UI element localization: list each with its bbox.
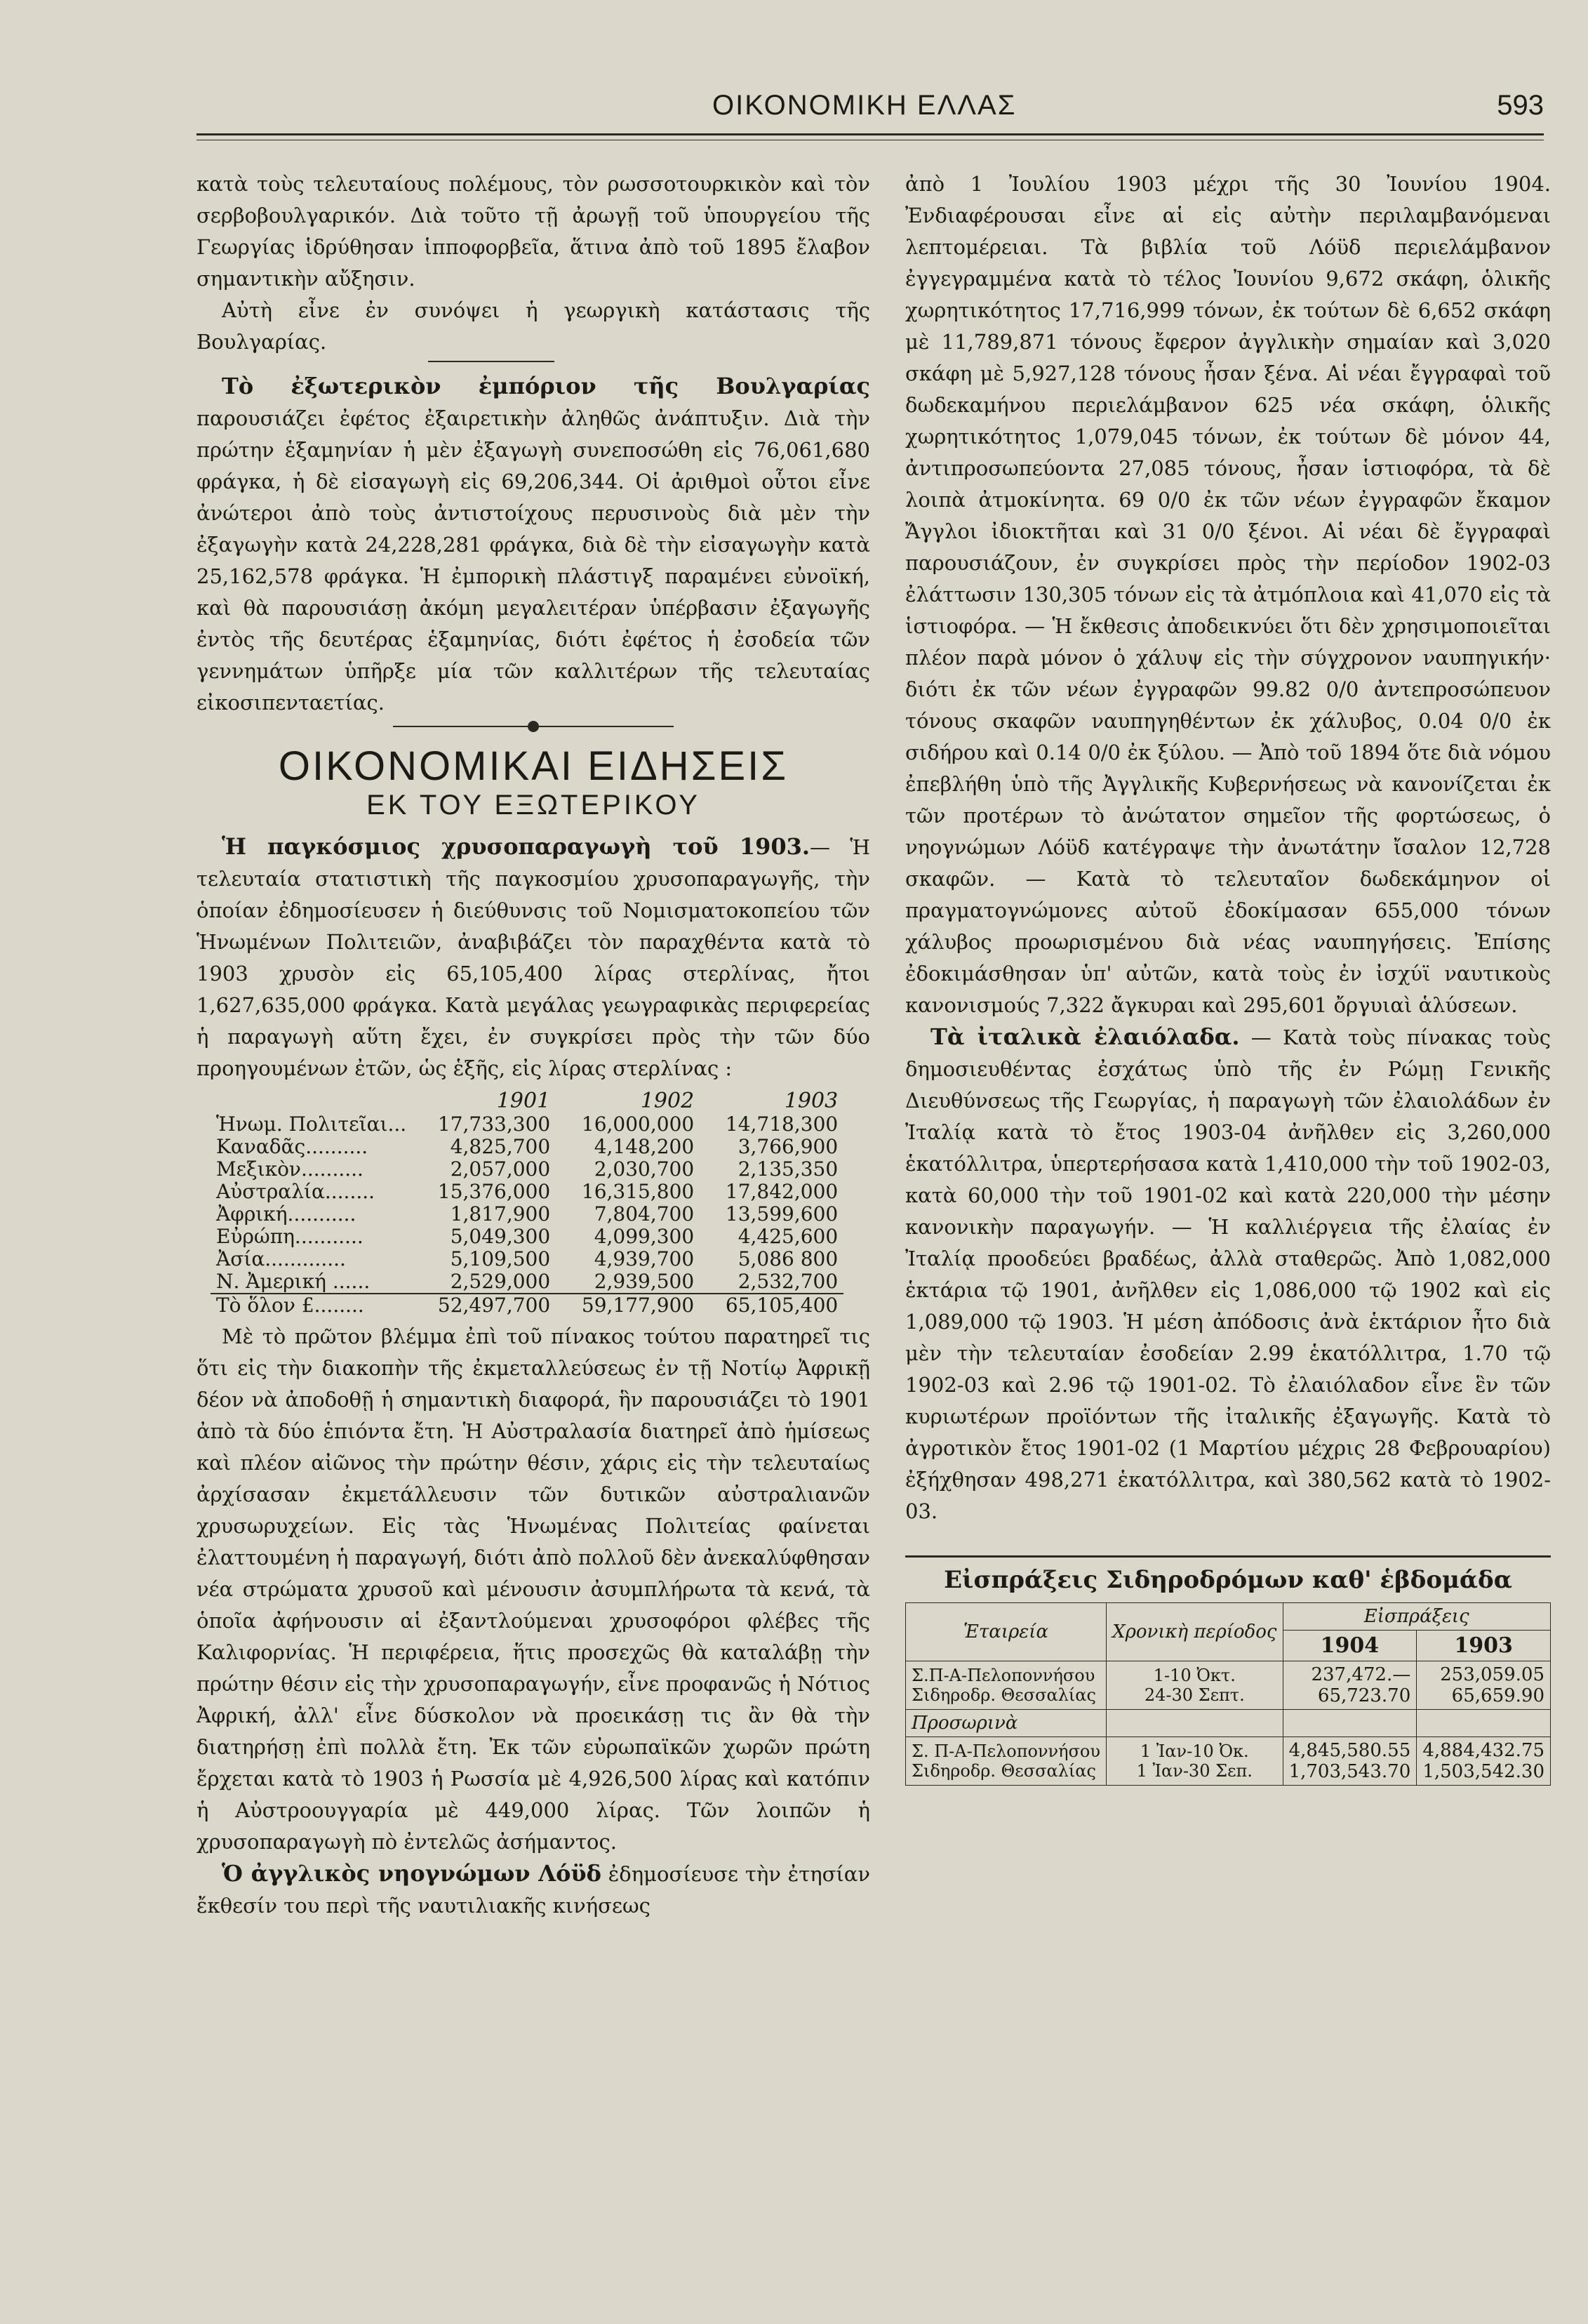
cell: 5,086 800 xyxy=(738,1247,839,1270)
cell: 4,939,700 xyxy=(594,1247,695,1270)
cell: 2,135,350 xyxy=(738,1157,839,1181)
cell: 4,825,700 xyxy=(450,1135,551,1158)
paragraph xyxy=(905,1021,1551,1527)
paragraph xyxy=(196,371,870,719)
cell: 3,766,900 xyxy=(738,1135,839,1158)
row-label: Ν. Ἀμερική ...... xyxy=(216,1270,371,1293)
table-row xyxy=(906,1737,1551,1786)
table-row xyxy=(211,1158,843,1181)
headline-lead: Τὰ ἰταλικὰ ἐλαιόλαδα. xyxy=(930,1023,1240,1050)
cell: 2,529,000 xyxy=(450,1270,551,1293)
table-row xyxy=(211,1113,843,1136)
cell-period: 1 Ἰαν-10 Ὀκ. 1 Ἰαν-30 Σεπ. xyxy=(1107,1737,1283,1786)
table-row xyxy=(211,1203,843,1226)
headline-lead: Τὸ ἐξωτερικὸν ἐμπόριον τῆς Βουλγαρίας xyxy=(222,373,870,399)
row-label: Μεξικὸν.......... xyxy=(216,1157,363,1181)
cell: 5,049,300 xyxy=(450,1225,551,1248)
row-label: Εὐρώπη........... xyxy=(216,1225,363,1248)
cell-company: Σ. Π-Α-Πελοποννήσου Σιδηροδρ. Θεσσαλίας xyxy=(906,1737,1107,1786)
row-label: Αὐστραλία........ xyxy=(216,1180,375,1203)
table-header-row xyxy=(211,1089,843,1113)
cell: 59,177,900 xyxy=(556,1294,700,1317)
railway-revenue-title: Εἰσπράξεις Σιδηροδρόμων καθ' ἑβδομάδα xyxy=(905,1555,1551,1594)
headline-lead: Ἡ παγκόσμιος χρυσοπαραγωγὴ τοῦ 1903. xyxy=(222,833,810,860)
paragraph: Μὲ τὸ πρῶτον βλέμμα ἐπὶ τοῦ πίνακος τούτου παρατηρεῖ τις ὅτι εἰς τὴν διακοπὴν τῆς ἐκμεταλλεύσεως ἐν τῇ Νοτίῳ Ἀφρικῇ δέον νὰ ἀποδοθῇ ἡ σημαντικὴ διαφορά, ἣν παρουσιάζει τὸ 1901 ἀπὸ τὰ δύο ἑπιόντα ἔτη. Ἡ Αὐστραλασία διατηρεῖ ἀπὸ ἡμίσεως καὶ πλέον αἰῶνος τὴν πρώτην θέσιν, χάρις εἰς τὴν τελευταίως ἀρχίσασαν ἐκμετάλλευσιν τῶν δυτικῶν αὐστραλιανῶν χρυσωρυχείων. Εἰς τὰς Ἡνωμένας Πολιτείας φαίνεται ἐλαττουμένη ἡ παραγωγή, διότι ἀπὸ πολλοῦ δὲν ἀνεκαλύφθησαν νέα στρώματα χρυσοῦ καὶ μένουσιν ἀσυμπλήρωτα τὰ κενά, τὰ ὁποῖα ἀφήνουσιν αἱ ἐξαντλούμεναι χρυσοφόροι φλέβες τῆς Καλιφορνίας. Ἡ περιφέρεια, ἥτις προσεχῶς θὰ καταλάβῃ τὴν πρώτην θέσιν εἰς τὴν χρυσοπαραγωγήν, εἶνε προφανῶς ἡ Νότιος Ἀφρική, ἀλλ' εἶνε δύσκολον νὰ προεικάσῃ τις ἂν θὰ τὴν διατηρήσῃ ἐπὶ πολλὰ ἔτη. Ἐκ τῶν εὐρωπαϊκῶν χωρῶν πρώτη ἔρχεται κατὰ τὸ 1903 ἡ Ρωσσία μὲ 4,926,500 λίρας καὶ κατόπιν ἡ Αὐστροουγγαρία μὲ 449,000 λίρας. Τῶν λοιπῶν ἡ χρυσοπαραγωγὴ πὸ ἐντελῶς ἀσήμαντος. xyxy=(196,1324,870,1854)
cell-value: 4,884,432.75 1,503,542.30 xyxy=(1417,1737,1551,1786)
paragraph-body: — Κατὰ τοὺς πίνακας τοὺς δημοσιευθέντας ἐσχάτως ὑπὸ τῆς ἐν Ρώμῃ Γενικῆς Διευθύνσεως τῆς Γεωργίας, ἡ παραγωγὴ τῶν ἐλαιολάδων ἐν Ἰταλίᾳ κατὰ τὸ ἔτος 1903-04 ἀνῆλθεν εἰς 3,260,000 ἑκατόλλιτρα, ὑπερτερήσασα κατὰ 1,410,000 τὴν τοῦ 1902-03, κατὰ 60,000 τὴν τοῦ 1901-02 καὶ κατὰ 220,000 τὴν μέσην κανονικὴν παραγωγήν. — Ἡ καλλιέργεια τῆς ἐλαίας ἐν Ἰταλίᾳ προοδεύει βραδέως, ἀλλὰ σταθερῶς. Ἀπὸ 1,082,000 ἑκτάρια τῷ 1901, ἀνῆλθεν εἰς 1,086,000 τῷ 1902 καὶ εἰς 1,089,000 τῷ 1903. Ἡ μέση ἀπόδοσις ἀνὰ ἑκτάριον ἦτο διὰ μὲν τὴν τελευταίαν ἐσοδείαν 2.99 ἑκατόλλιτρα, 1.70 τῷ 1902-03 καὶ 2.96 τῷ 1901-02. Τὸ ἐλαιόλαδον εἶνε ἓν τῶν κυριωτέρων προϊόντων τῆς ἰταλικῆς ἐξαγωγῆς. Κατὰ τὸ ἀγροτικὸν ἔτος 1901-02 (1 Μαρτίου μέχρις 28 Φεβρουαρίου) ἐξήχθησαν 498,271 ἑκατόλλιτρα, καὶ 380,562 κατὰ τὸ 1902-03. xyxy=(905,1025,1552,1523)
cell: 16,000,000 xyxy=(581,1113,695,1136)
year-header: 1902 xyxy=(640,1089,695,1113)
row-label: Ἀφρική........... xyxy=(216,1202,356,1226)
cell: 13,599,600 xyxy=(725,1202,839,1226)
cell: 2,057,000 xyxy=(450,1157,551,1181)
cell: 7,804,700 xyxy=(594,1202,695,1226)
table-header-row xyxy=(906,1603,1551,1631)
section-subtitle: ΕΚ ΤΟΥ ΕΞΩΤΕΡΙΚΟΥ xyxy=(366,790,700,821)
page-header xyxy=(196,83,1544,132)
cell: 4,148,200 xyxy=(594,1135,695,1158)
group-label: Προσωρινὰ xyxy=(906,1710,1107,1737)
journal-title: ΟΙΚΟΝΟΜΙΚΗ ΕΛΛΑΣ xyxy=(712,90,1017,121)
col-header-revenues: Εἰσπράξεις xyxy=(1283,1603,1551,1631)
cell-period: 1-10 Ὀκτ. 24-30 Σεπτ. xyxy=(1107,1661,1283,1710)
divider-dot xyxy=(528,721,539,732)
year-header: 1904 xyxy=(1283,1631,1417,1661)
cell-value: 237,472.— 65,723.70 xyxy=(1283,1661,1417,1710)
table-total-row xyxy=(211,1294,843,1317)
year-header: 1901 xyxy=(496,1089,551,1113)
col-header-period: Χρονικὴ περίοδος xyxy=(1107,1603,1283,1661)
cell: 52,497,700 xyxy=(412,1294,556,1317)
year-header: 1903 xyxy=(784,1089,839,1113)
cell-value: 253,059.05 65,659.90 xyxy=(1417,1661,1551,1710)
table-row xyxy=(211,1181,843,1203)
header-rule xyxy=(196,133,1544,135)
section-title: ΟΙΚΟΝΟΜΙΚΑΙ ΕΙΔΗΣΕΙΣ xyxy=(278,743,789,789)
cell: 17,733,300 xyxy=(437,1113,551,1136)
year-header: 1903 xyxy=(1417,1631,1551,1661)
table-row xyxy=(211,1270,843,1294)
row-label: Ἀσία............. xyxy=(216,1247,346,1270)
paragraph-body: — Ἡ τελευταία στατιστικὴ τῆς παγκοσμίου χρυσοπαραγωγῆς, τὴν ὁποίαν ἐδημοσίευσεν ἡ διεύθυνσις τοῦ Νομισματοκοπείου τῶν Ἡνωμένων Πολιτειῶν, ἀναβιβάζει τὸν παραχθέντα κατὰ τὸ 1903 χρυσὸν εἰς 65,105,400 λίρας στερλίνας, ἤτοι 1,627,635,000 φράγκα. Κατὰ μεγάλας γεωγραφικὰς περιφερείας ἡ παραγωγὴ αὕτη ἔχει, ἐν συγκρίσει πρὸς τὴν τῶν δύο προηγουμένων ἐτῶν, ὡς ἑξῆς, εἰς λίρας στερλίνας : xyxy=(196,835,871,1080)
section-divider xyxy=(393,726,674,733)
cell: 17,842,000 xyxy=(725,1180,839,1203)
cell: 4,099,300 xyxy=(594,1225,695,1248)
cell-value: 4,845,580.55 1,703,543.70 xyxy=(1283,1737,1417,1786)
cell-company: Σ.Π-Α-Πελοποννήσου Σιδηροδρ. Θεσσαλίας xyxy=(906,1661,1107,1710)
col-header-company: Ἑταιρεία xyxy=(906,1603,1107,1661)
paragraph-body: ἐδημοσίευσε τὴν ἐτησίαν ἔκθεσίν του περὶ τῆς ναυτιλιακῆς κινήσεως xyxy=(196,1862,871,1918)
row-label: Ἡνωμ. Πολιτεῖαι... xyxy=(216,1113,407,1136)
paragraph xyxy=(196,1858,870,1922)
gold-production-table xyxy=(211,1089,843,1317)
table-row xyxy=(211,1226,843,1248)
row-label: Τὸ ὅλον £........ xyxy=(211,1294,412,1317)
cell: 14,718,300 xyxy=(725,1113,839,1136)
cell: 65,105,400 xyxy=(700,1294,843,1317)
row-label: Καναδᾶς.......... xyxy=(216,1135,368,1158)
page-number: 593 xyxy=(1497,90,1544,121)
cell: 16,315,800 xyxy=(581,1180,695,1203)
railway-revenue-table xyxy=(905,1602,1551,1786)
table-group-row xyxy=(906,1710,1551,1737)
paragraph-body: παρουσιάζει ἐφέτος ἐξαιρετικὴν ἀληθῶς ἀνάπτυξιν. Διὰ τὴν πρώτην ἑξαμηνίαν ἡ μὲν ἐξαγωγὴ συνεποσώθη εἰς 76,061,680 φράγκα, ἡ δὲ εἰσαγωγὴ εἰς 69,206,344. Οἱ ἀριθμοὶ οὗτοι εἶνε ἀνώτεροι ἀπὸ τοὺς ἀντιστοίχους περυσινοὺς διὰ μὲν τὴν ἐξαγωγὴν κατὰ 24,228,281 φράγκα, διὰ δὲ τὴν εἰσαγωγὴν κατὰ 25,162,578 φράγκα. Ἡ ἐμπορικὴ πλάστιγξ παραμένει εὐνοϊκή, καὶ θὰ παρουσιάσῃ ἀκόμη μεγαλειτέραν ὑπέρβασιν ἐξαγωγῆς ἐντὸς τῆς δευτέρας ἑξαμηνίας, διότι ἐφέτος ἡ ἐσοδεία τῶν γεννημάτων ὑπῆρξε μία τῶν καλλιτέρων τῆς τελευταίας εἰκοσιπενταετίας. xyxy=(196,406,870,715)
cell: 4,425,600 xyxy=(738,1225,839,1248)
cell: 2,030,700 xyxy=(594,1157,695,1181)
table-row xyxy=(906,1661,1551,1710)
cell: 2,532,700 xyxy=(738,1270,839,1293)
headline-lead: Ὁ ἀγγλικὸς νηογνώμων Λόϋδ xyxy=(222,1860,601,1887)
table-row xyxy=(211,1136,843,1158)
left-column xyxy=(196,168,870,1922)
paragraph xyxy=(196,831,870,1084)
paragraph: Αὐτὴ εἶνε ἐν συνόψει ἡ γεωργικὴ κατάστασις τῆς Βουλγαρίας. xyxy=(196,298,870,354)
cell: 2,939,500 xyxy=(594,1270,695,1293)
short-divider xyxy=(428,361,554,368)
table-row xyxy=(211,1248,843,1270)
cell: 5,109,500 xyxy=(450,1247,551,1270)
paragraph: ἀπὸ 1 Ἰουλίου 1903 μέχρι τῆς 30 Ἰουνίου 1904. Ἐνδιαφέρουσαι εἶνε αἱ εἰς αὐτὴν περιλαμβανόμεναι λεπτομέρειαι. Τὰ βιβλία τοῦ Λόϋδ περιελάμβανον ἐγγεγραμμένα κατὰ τὸ τέλος Ἰουνίου 9,672 σκάφη, ὁλικῆς χωρητικότητος 17,716,999 τόνων, ἐκ τούτων δὲ 6,652 σκάφη μὲ 11,789,871 τόνους ἔφερον ἀγγλικὴν σημαίαν καὶ 3,020 σκάφη μὲ 5,927,128 τόνους ἦσαν ξένα. Αἱ νέαι ἔγγραφαὶ τοῦ δωδεκαμήνου περιελάμβανον 625 νέα σκάφη, ὁλικῆς χωρητικότητος 1,079,045 τόνων, ἐκ τούτων δὲ μόνον 44, ἀντιπροσωπεύοντα 27,085 τόνους, ἦσαν ἱστιοφόρα, τὰ δὲ λοιπὰ ἀτμοκίνητα. 69 0/0 ἐκ τῶν νέων ἐγγραφῶν ἔκαμον Ἄγγλοι ἰδιοκτῆται καὶ 31 0/0 ξένοι. Αἱ νέαι δὲ ἔγγραφαὶ παρουσιάζουν, ἐν συγκρίσει πρὸς τὴν περίοδον 1902-03 ἐλάττωσιν 130,305 τόνων εἰς τὰ ἀτμόπλοια καὶ 41,070 εἰς τὰ ἱστιοφόρα. — Ἡ ἔκθεσις ἀποδεικνύει ὅτι δὲν χρησιμοποιεῖται πλέον παρὰ μόνον ὁ χάλυψ εἰς τὴν σύγχρονον ναυπηγικήν· διότι ἐκ τῶν νέων ἐγγραφῶν 99.82 0/0 ἀντεπροσώπευον τόνους σκαφῶν ναυπηγηθέντων ἐκ χάλυβος, 0.04 0/0 ἐκ σιδήρου καὶ 0.14 0/0 ἐκ ξύλου. — Ἀπὸ τοῦ 1894 ὅτε διὰ νόμου ἐπεβλήθη ὑπὸ τῆς Ἀγγλικῆς Κυβερνήσεως νὰ κανονίζεται ἐκ τῶν προτέρων τὸ ἀνώτατον σημεῖον τῆς φορτώσεως, ὁ νηογνώμων Λόϋδ κατέγραψε τὴν ἀνωτάτην ἴσαλον 12,728 σκαφῶν. — Κατὰ τὸ τελευταῖον δωδεκάμηνον οἱ πραγματογνώμονες αὐτοῦ ἐδοκίμασαν 655,000 τόνων χάλυβος προωρισμένου διὰ νέας ναυπηγήσεις. Ἐπίσης ἐδοκιμάσθησαν ὑπ' αὐτῶν, κατὰ τοὺς ἐν ἰσχύϊ ναυτικοὺς κανονισμούς 7,322 ἄγκυραι καὶ 295,601 ὄργυιαὶ ἁλύσεων. xyxy=(905,172,1551,1017)
paragraph: κατὰ τοὺς τελευταίους πολέμους, τὸν ρωσσοτουρκικὸν καὶ τὸν σερβοβουλγαρικόν. Διὰ τοῦτο τῇ ἀρωγῇ τοῦ ὑπουργείου τῆς Γεωργίας ἱδρύθησαν ἱπποφορβεῖα, ἅτινα ἀπὸ τοῦ 1895 ἔλαβον σημαντικὴν αὔξησιν. xyxy=(196,172,870,291)
cell: 15,376,000 xyxy=(437,1180,551,1203)
cell: 1,817,900 xyxy=(450,1202,551,1226)
right-column xyxy=(905,168,1551,1786)
